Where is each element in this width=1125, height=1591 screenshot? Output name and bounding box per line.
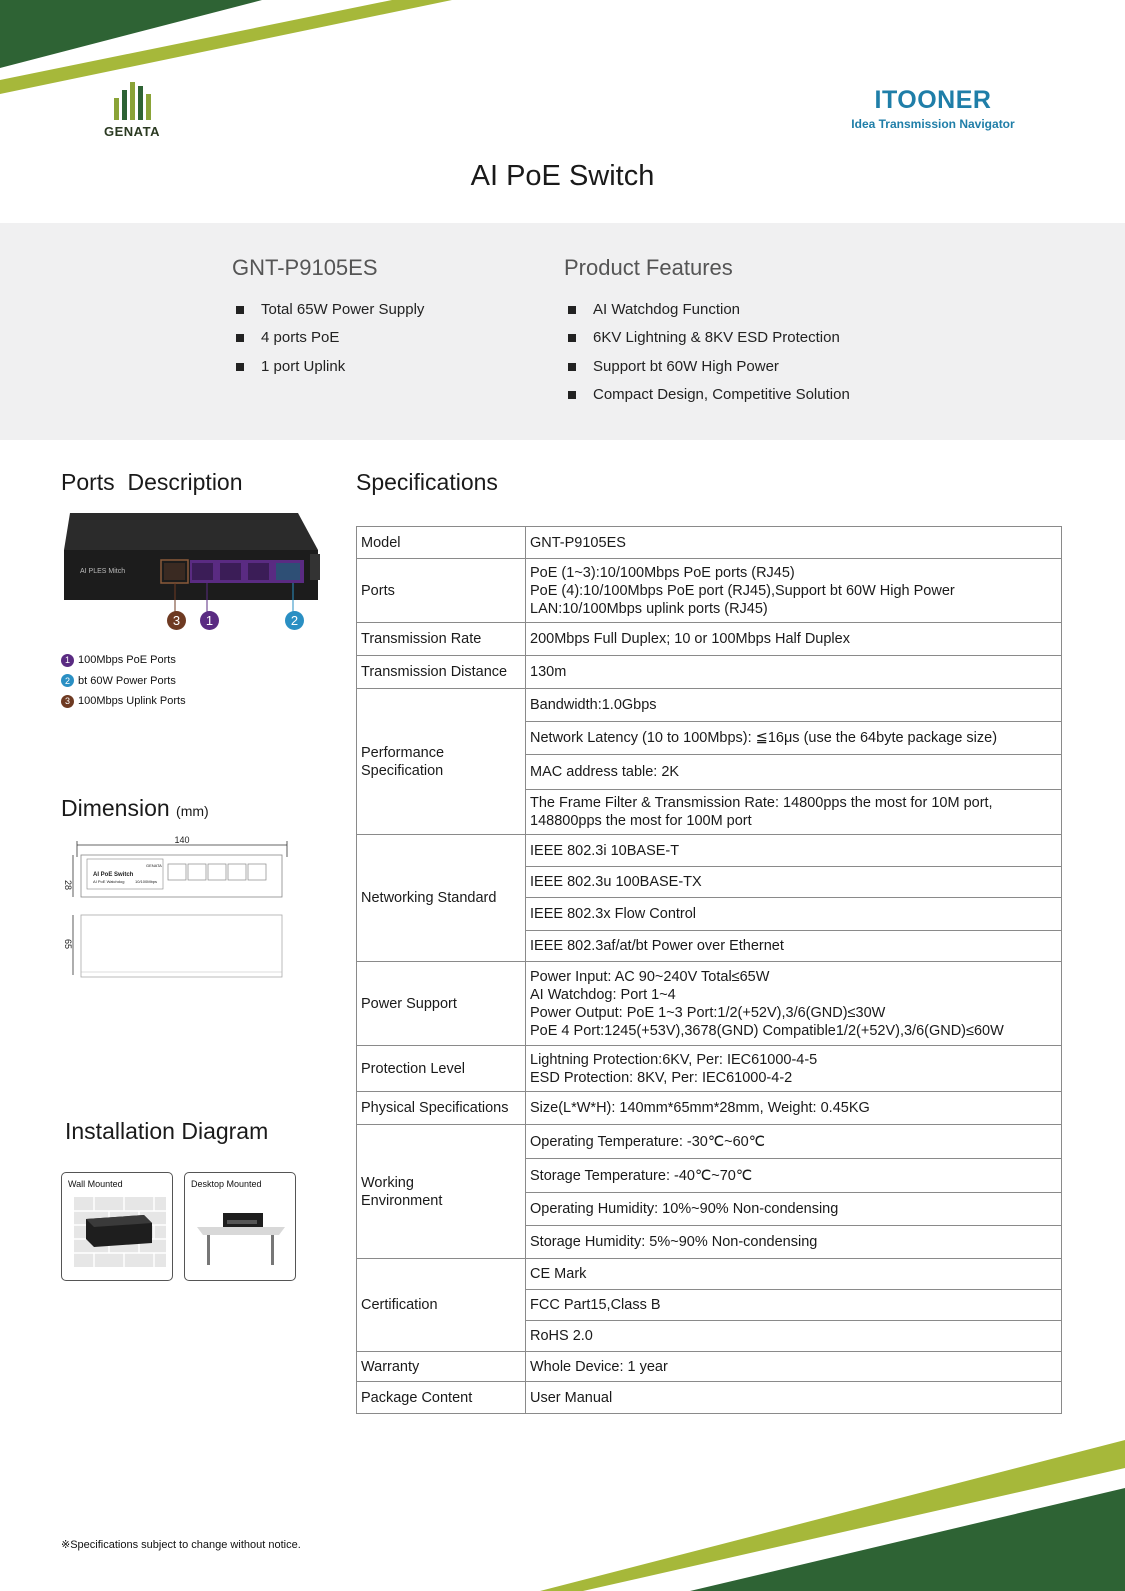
spec-key: Package Content — [357, 1382, 526, 1414]
spec-value: Storage Temperature: -40℃~70℃ — [526, 1159, 1062, 1193]
card-label: Wall Mounted — [68, 1179, 123, 1189]
wall-mounted-card — [61, 1172, 173, 1281]
footnote: ※Specifications subject to change without notice. — [61, 1539, 301, 1551]
dimension-heading: Dimension (mm) — [61, 795, 209, 821]
spec-row — [357, 835, 1062, 867]
feature-bullet: Support bt 60W High Power — [564, 358, 850, 386]
bullet-square-icon — [236, 306, 244, 314]
features-heading: Product Features — [564, 255, 733, 280]
spec-row — [357, 1092, 1062, 1125]
spec-value: 130m — [526, 656, 1062, 689]
legend-item: 2 bt 60W Power Ports — [61, 671, 186, 692]
device-label: AI PLES Mitch — [80, 568, 126, 575]
height-label: 28 — [63, 880, 73, 891]
installation-heading: Installation Diagram — [65, 1118, 269, 1144]
drawing-brand: GENATA — [146, 863, 162, 868]
legend-item: 3 100Mbps Uplink Ports — [61, 691, 186, 712]
bullet-square-icon — [568, 306, 576, 314]
specifications-heading: Specifications — [356, 469, 498, 495]
feature-bullet: 6KV Lightning & 8KV ESD Protection — [564, 329, 850, 357]
spec-key: Protection Level — [357, 1046, 526, 1092]
spec-row — [357, 1125, 1062, 1159]
spec-value: MAC address table: 2K — [526, 755, 1062, 790]
spec-value: PoE (1~3):10/100Mbps PoE ports (RJ45) PoE (4):10/100Mbps PoE port (RJ45),Support bt 60W High Power LAN:10/100Mbps uplink ports (RJ45) — [526, 559, 1062, 623]
spec-key: Working Environment — [357, 1125, 526, 1259]
ports-heading: Ports Description — [61, 469, 243, 495]
model-bullet-list — [232, 301, 424, 386]
specifications-table — [356, 526, 1062, 1414]
spec-value: Size(L*W*H): 140mm*65mm*28mm, Weight: 0.45KG — [526, 1092, 1062, 1125]
depth-label: 65 — [63, 939, 73, 950]
spec-key: Performance Specification — [357, 689, 526, 835]
feature-bullet-list — [564, 301, 850, 414]
bullet-square-icon — [236, 363, 244, 371]
legend-item: 1 100Mbps PoE Ports — [61, 650, 186, 671]
spec-row — [357, 656, 1062, 689]
spec-row — [357, 689, 1062, 722]
ports-legend — [61, 650, 186, 712]
model-bullet: Total 65W Power Supply — [232, 301, 424, 329]
drawing-sublabel-a: AI PoE Watchdog — [93, 879, 125, 884]
spec-key: Model — [357, 527, 526, 559]
drawing-label: AI PoE Switch — [93, 872, 134, 878]
feature-band — [0, 223, 1125, 440]
top-left-stripes — [0, 0, 460, 100]
spec-key: Networking Standard — [357, 835, 526, 962]
spec-value: Lightning Protection:6KV, Per: IEC61000-4-5 ESD Protection: 8KV, Per: IEC61000-4-2 — [526, 1046, 1062, 1092]
wall-mount-illustration — [74, 1197, 166, 1267]
spec-value: Operating Humidity: 10%~90% Non-condensing — [526, 1193, 1062, 1226]
spec-key: Transmission Distance — [357, 656, 526, 689]
callout-2: 2 — [285, 611, 304, 630]
page-title: AI PoE Switch — [470, 160, 655, 192]
spec-row — [357, 1382, 1062, 1414]
genata-logo — [97, 82, 167, 139]
spec-value: Operating Temperature: -30℃~60℃ — [526, 1125, 1062, 1159]
spec-value: 200Mbps Full Duplex; 10 or 100Mbps Half Duplex — [526, 623, 1062, 656]
spec-value: Bandwidth:1.0Gbps — [526, 689, 1062, 722]
model-bullet: 4 ports PoE — [232, 329, 424, 357]
spec-row — [357, 1352, 1062, 1382]
spec-row — [357, 559, 1062, 623]
spec-value: IEEE 802.3x Flow Control — [526, 898, 1062, 931]
spec-value: FCC Part15,Class B — [526, 1290, 1062, 1321]
desktop-mounted-card — [184, 1172, 296, 1281]
genata-logo-text: GENATA — [104, 124, 160, 139]
spec-value: Power Input: AC 90~240V Total≤65W AI Watchdog: Port 1~4 Power Output: PoE 1~3 Port:1/2(+52V),3/6(GND)≤30W PoE 4 Port:1245(+53V),3678(GND) Compatible1/2(+52V),3/6(GND)≤60W — [526, 962, 1062, 1046]
spec-key: Certification — [357, 1259, 526, 1352]
callout-3: 3 — [167, 611, 186, 630]
spec-value: RoHS 2.0 — [526, 1321, 1062, 1352]
bullet-square-icon — [568, 363, 576, 371]
spec-value: User Manual — [526, 1382, 1062, 1414]
width-label: 140 — [174, 835, 190, 845]
spec-value: IEEE 802.3af/at/bt Power over Ethernet — [526, 931, 1062, 962]
spec-row — [357, 1046, 1062, 1092]
spec-row — [357, 962, 1062, 1046]
bottom-right-stripes — [540, 1440, 1125, 1591]
model-heading: GNT-P9105ES — [232, 255, 378, 280]
itooner-logo — [838, 86, 1028, 131]
spec-key: Warranty — [357, 1352, 526, 1382]
spec-value: Network Latency (10 to 100Mbps): ≦16μs (use the 64byte package size) — [526, 722, 1062, 755]
spec-value: The Frame Filter & Transmission Rate: 14800pps the most for 10M port, 148800pps the most for 100M port — [526, 790, 1062, 835]
dimension-drawing — [60, 835, 295, 995]
genata-logo-mark — [97, 82, 167, 120]
drawing-sublabel-b: 10/100Mbps — [135, 879, 158, 884]
model-bullet: 1 port Uplink — [232, 358, 424, 386]
spec-value: Whole Device: 1 year — [526, 1352, 1062, 1382]
card-label: Desktop Mounted — [191, 1179, 262, 1189]
spec-row — [357, 527, 1062, 559]
itooner-tagline: Idea Transmission Navigator — [851, 117, 1015, 131]
spec-value: IEEE 802.3i 10BASE-T — [526, 835, 1062, 867]
spec-key: Ports — [357, 559, 526, 623]
spec-value: CE Mark — [526, 1259, 1062, 1290]
spec-value: GNT-P9105ES — [526, 527, 1062, 559]
feature-bullet: AI Watchdog Function — [564, 301, 850, 329]
spec-row — [357, 623, 1062, 656]
spec-value: Storage Humidity: 5%~90% Non-condensing — [526, 1226, 1062, 1259]
feature-bullet: Compact Design, Competitive Solution — [564, 386, 850, 414]
spec-key: Power Support — [357, 962, 526, 1046]
spec-key: Physical Specifications — [357, 1092, 526, 1125]
callout-1: 1 — [200, 611, 219, 630]
bullet-square-icon — [568, 391, 576, 399]
bullet-square-icon — [236, 334, 244, 342]
spec-key: Transmission Rate — [357, 623, 526, 656]
spec-row — [357, 1259, 1062, 1290]
bullet-square-icon — [568, 334, 576, 342]
itooner-logo-text: ITOONER — [874, 86, 992, 114]
spec-value: IEEE 802.3u 100BASE-TX — [526, 867, 1062, 898]
desktop-mount-illustration — [193, 1203, 289, 1273]
